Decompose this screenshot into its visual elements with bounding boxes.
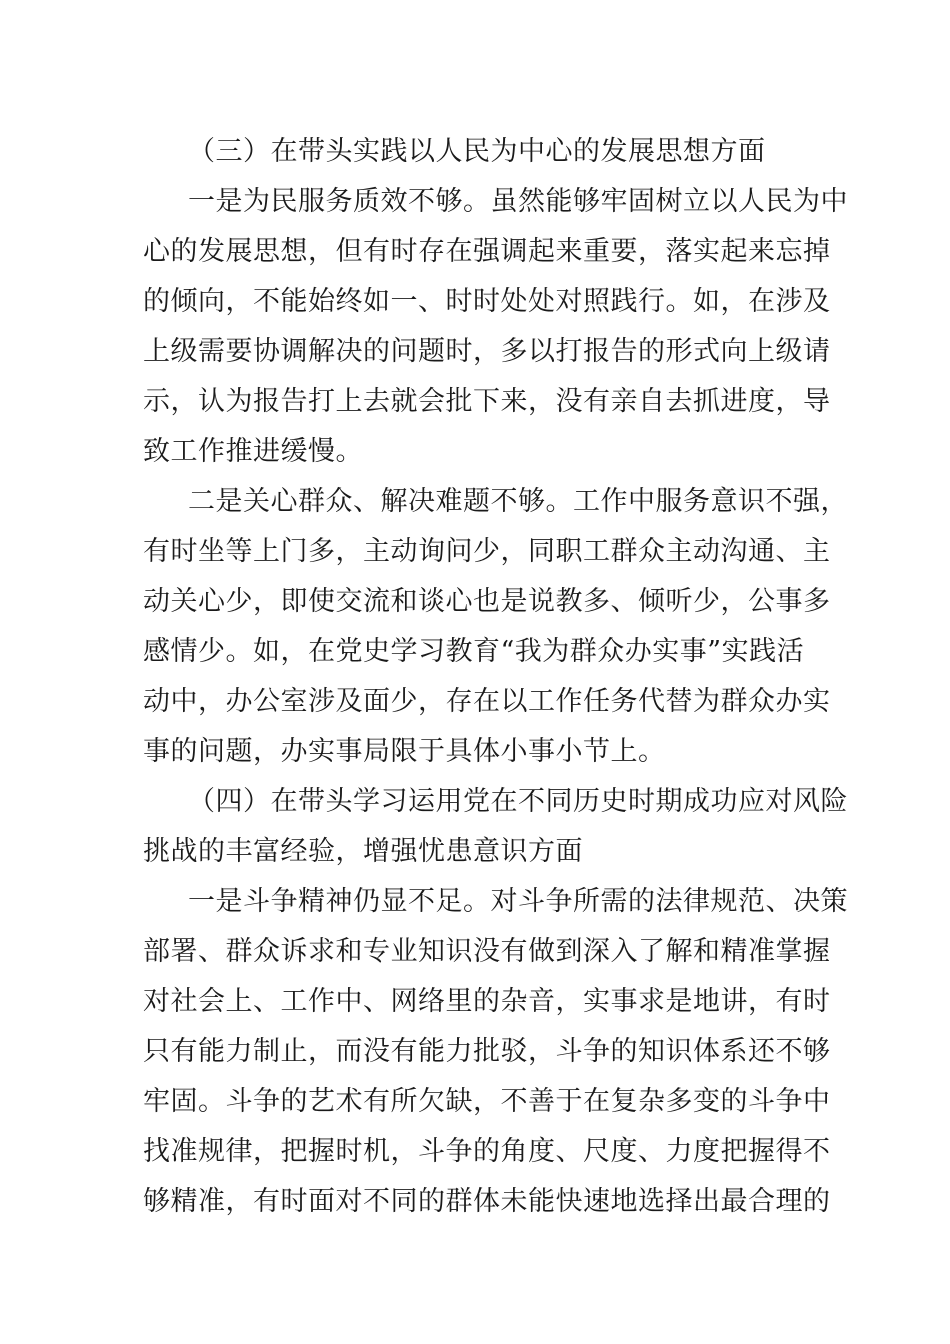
paragraph-line: 示，认为报告打上去就会批下来，没有亲自去抓进度，导 xyxy=(143,386,831,417)
paragraph-line: 动中，办公室涉及面少，存在以工作任务代替为群众办实 xyxy=(143,686,831,717)
paragraph-line: 感情少。如，在党史学习教育“我为群众办实事”实践活 xyxy=(143,636,805,667)
paragraph-line: 上级需要协调解决的问题时，多以打报告的形式向上级请 xyxy=(143,336,831,367)
paragraph-line: 动关心少，即使交流和谈心也是说教多、倾听少，公事多 xyxy=(143,586,831,617)
paragraph-line: 只有能力制止，而没有能力批驳，斗争的知识体系还不够 xyxy=(143,1036,831,1067)
paragraph-line: 部署、群众诉求和专业知识没有做到深入了解和精准掌握 xyxy=(143,936,831,967)
paragraph-line: 事的问题，办实事局限于具体小事小节上。 xyxy=(143,736,666,767)
section-heading-3: （三）在带头实践以人民为中心的发展思想方面 xyxy=(188,136,766,167)
paragraph-line: 心的发展思想，但有时存在强调起来重要，落实起来忘掉 xyxy=(143,236,831,267)
paragraph-line: 有时坐等上门多，主动询问少，同职工群众主动沟通、主 xyxy=(143,536,831,567)
section-heading-4: （四）在带头学习运用党在不同历史时期成功应对风险 xyxy=(188,786,848,817)
section-heading-4-cont: 挑战的丰富经验，增强忧患意识方面 xyxy=(143,836,583,867)
paragraph-line: 一是为民服务质效不够。虽然能够牢固树立以人民为中 xyxy=(188,186,848,217)
paragraph-line: 二是关心群众、解决难题不够。工作中服务意识不强， xyxy=(188,486,848,517)
paragraph-line: 找准规律，把握时机，斗争的角度、尺度、力度把握得不 xyxy=(143,1136,831,1167)
paragraph-line: 致工作推进缓慢。 xyxy=(143,436,363,467)
paragraph-line: 的倾向，不能始终如一、时时处处对照践行。如，在涉及 xyxy=(143,286,831,317)
paragraph-line: 够精准，有时面对不同的群体未能快速地选择出最合理的 xyxy=(143,1186,831,1217)
paragraph-line: 牢固。斗争的艺术有所欠缺，不善于在复杂多变的斗争中 xyxy=(143,1086,831,1117)
paragraph-line: 一是斗争精神仍显不足。对斗争所需的法律规范、决策 xyxy=(188,886,848,917)
paragraph-line: 对社会上、工作中、网络里的杂音，实事求是地讲，有时 xyxy=(143,986,831,1017)
